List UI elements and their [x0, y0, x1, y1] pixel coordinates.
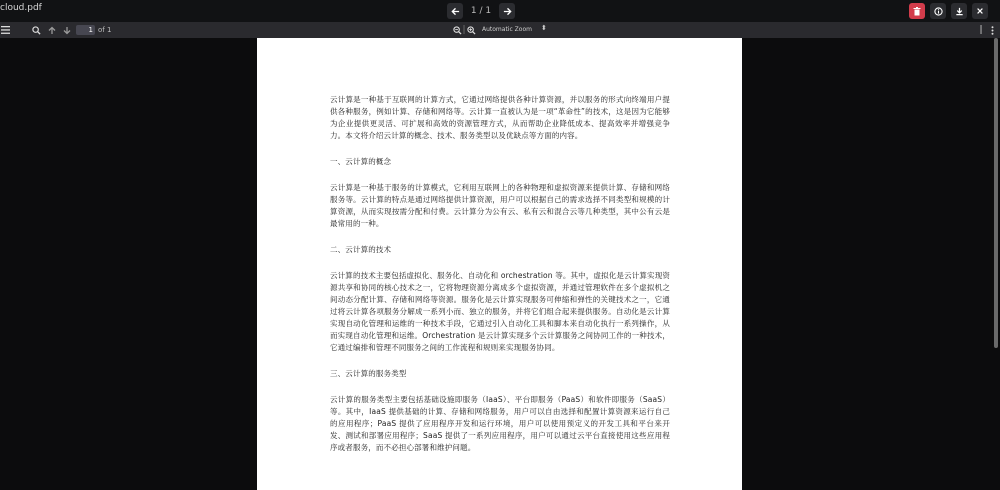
- sidebar-toggle-button[interactable]: [0, 23, 10, 37]
- toolbar-divider-right: |: [979, 25, 983, 35]
- arrow-right-icon: [503, 7, 512, 16]
- arrow-left-icon: [451, 7, 460, 16]
- zoom-select[interactable]: Automatic Zoom: [482, 26, 532, 33]
- delete-button[interactable]: [909, 3, 925, 19]
- arrow-down-icon: [63, 26, 71, 35]
- chevron-updown-icon: ⬍: [541, 24, 547, 32]
- section-paragraph: 云计算的技术主要包括虚拟化、服务化、自动化和 orchestration 等。其中，虚拟化是云计算实现资源共享和协同的核心技术之一，它将物理资源分离成多个虚拟资源，并通过管理软件在多个虚拟机之间动态分配计算、存储和网络等资源。服务化是云计算实现服务可伸缩和弹性的关键技术之一，它通过将云计算各项服务分解成一系列小而、独立的服务，并将它们组合起来提供服务。自动化是云计算实现自动化管理和运维的一种技术手段，它通过引入自动化工具和脚本来自动化执行一系列操作，从而实现自动化管理和运维。Orchestration 是云计算实现多个云计算服务之间协同工作的一种技术，它通过编排和管理不同服务之间的工作流程和规则来实现服务协同。: [330, 271, 670, 352]
- zoom-out-icon: [453, 26, 462, 35]
- document-viewer[interactable]: [0, 38, 1000, 490]
- section-heading: 二、云计算的技术: [330, 245, 392, 254]
- zoom-in-button[interactable]: [466, 23, 476, 37]
- section-paragraph: 云计算的服务类型主要包括基础设施即服务（IaaS）、平台即服务（PaaS）和软件即服务（SaaS）等。其中，IaaS 提供基础的计算、存储和网络服务，用户可以自由选择和配置计算资源来运行自己的应用程序；PaaS 提供了应用程序开发和运行环境，用户可以使用预定义的开发工具和平台来开发、测试和部署应用程序；SaaS 提供了一系列应用程序，用户可以通过云平台直接使用这些应用程序或者服务，而不必担心部署和维护问题。: [330, 395, 670, 452]
- previous-page-toolbar-button[interactable]: [47, 23, 57, 37]
- info-icon: [934, 7, 943, 16]
- download-button[interactable]: [951, 3, 967, 19]
- search-icon: [32, 26, 41, 35]
- top-bar: [0, 0, 1000, 22]
- arrow-up-icon: [48, 26, 56, 35]
- zoom-in-icon: [467, 26, 476, 35]
- document-title: cloud.pdf: [0, 3, 42, 13]
- zoom-out-button[interactable]: [452, 23, 462, 37]
- close-icon: [976, 7, 984, 15]
- tools-menu-button[interactable]: [988, 23, 996, 37]
- find-button[interactable]: [30, 23, 42, 37]
- previous-page-button[interactable]: [447, 3, 463, 19]
- section-heading: 一、云计算的概念: [330, 157, 392, 166]
- info-button[interactable]: [930, 3, 946, 19]
- pdf-page: [257, 38, 742, 490]
- close-button[interactable]: [972, 3, 988, 19]
- download-icon: [955, 7, 964, 16]
- next-page-toolbar-button[interactable]: [62, 23, 72, 37]
- intro-paragraph: 云计算是一种基于互联网的计算方式，它通过网络提供各种计算资源，并以服务的形式向终端用户提供各种服务，例如计算、存储和网络等。云计算一直被认为是一项“革命性”的技术，这是因为它能够为企业提供更灵活、可扩展和高效的资源管理方式，从而帮助企业降低成本、提高效率并增强竞争力。本文将介绍云计算的概念、技术、服务类型以及优缺点等方面的内容。: [330, 95, 670, 140]
- more-vertical-icon: [991, 26, 994, 35]
- page-number-input[interactable]: 1: [76, 25, 95, 35]
- page-total-label: of 1: [98, 26, 112, 34]
- section-heading: 三、云计算的服务类型: [330, 369, 407, 378]
- section-paragraph: 云计算是一种基于服务的计算模式，它利用互联网上的各种物理和虚拟资源来提供计算、存储和网络服务等。云计算的特点是通过网络提供计算资源，用户可以根据自己的需求选择不同类型和规模的计算资源，从而实现按需分配和付费。云计算分为公有云、私有云和混合云等几种类型，其中公有云是最常用的一种。: [330, 183, 670, 228]
- vertical-scrollbar[interactable]: [994, 38, 998, 348]
- window-actions: [909, 3, 988, 19]
- page-content: [330, 94, 670, 468]
- next-page-button[interactable]: [499, 3, 515, 19]
- pdf-toolbar: [0, 22, 1000, 39]
- trash-icon: [913, 7, 921, 16]
- toolbar-divider: |: [462, 25, 466, 35]
- page-navigator: [447, 3, 515, 19]
- page-counter: 1 / 1: [470, 6, 492, 16]
- menu-icon: [1, 26, 10, 34]
